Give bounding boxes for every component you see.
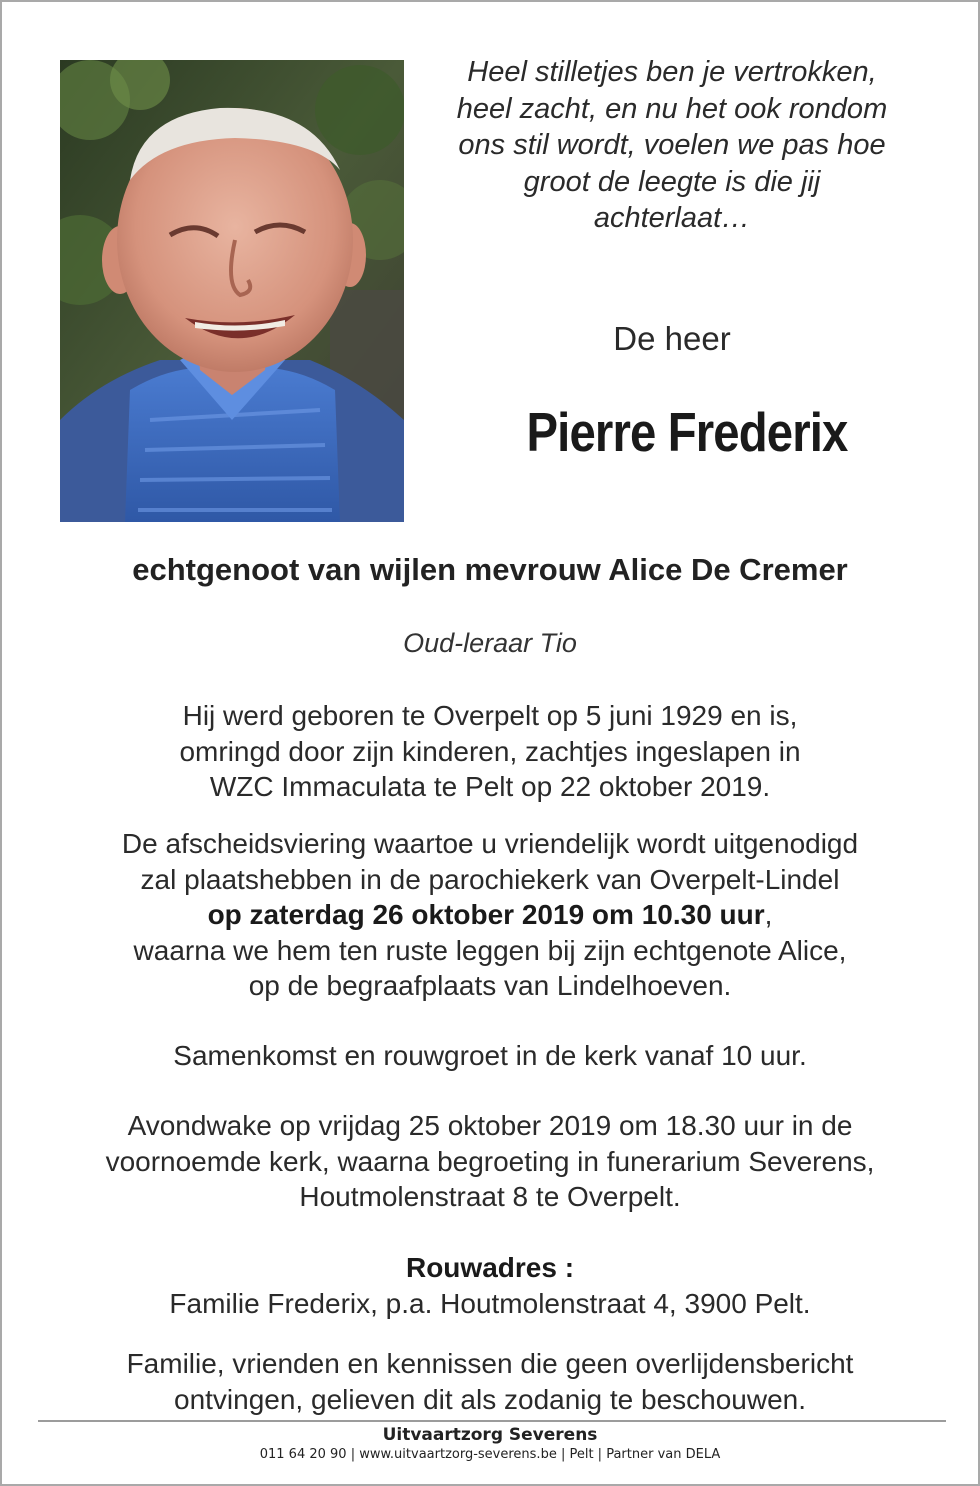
deceased-name: Pierre Frederix <box>526 401 848 463</box>
paragraph-line: De afscheidsviering waartoe u vriendelijk wordt uitgenodigd <box>121 828 859 859</box>
ceremony-paragraph <box>2 826 978 1004</box>
gathering-paragraph <box>2 1038 978 1074</box>
paragraph-line: Avondwake op vrijdag 25 oktober 2019 om 18.30 uur in de <box>127 1110 853 1141</box>
poem-line: achterlaat… <box>593 202 751 234</box>
paragraph-line: WZC Immaculata te Pelt op 22 oktober 2019. <box>209 771 771 802</box>
poem-line: groot de leegte is die jij <box>523 165 821 198</box>
ceremony-date: op zaterdag 26 oktober 2019 om 10.30 uur <box>207 899 765 930</box>
profession: Oud-leraar Tio <box>403 628 577 658</box>
address-block <box>2 1250 978 1321</box>
portrait-photo <box>60 60 404 522</box>
paragraph-line: omringd door zijn kinderen, zachtjes ingeslapen in <box>179 735 801 767</box>
address-heading: Rouwadres : <box>405 1252 575 1283</box>
paragraph-line: Samenkomst en rouwgroet in de kerk vanaf 10 uur. <box>173 1040 807 1071</box>
paragraph-line: op de begraafplaats van Lindelhoeven. <box>248 970 732 1001</box>
poem-line: ons stil wordt, voelen we pas hoe <box>458 129 886 161</box>
funeral-home-name: Uitvaartzorg Severens <box>382 1425 598 1445</box>
wake-paragraph <box>2 1108 978 1215</box>
notice-paragraph <box>2 1346 978 1417</box>
paragraph-line: ontvingen, gelieven dit als zodanig te beschouwen. <box>174 1383 806 1415</box>
paragraph-line: voornoemde kerk, waarna begroeting in funerarium Severens, <box>105 1145 875 1177</box>
poem-line: heel zacht, en nu het ook rondom <box>456 92 888 125</box>
ceremony-date-suffix: , <box>764 899 773 930</box>
paragraph-line: Hij werd geboren te Overpelt op 5 juni 1929 en is, <box>182 700 798 731</box>
honorific-title: De heer <box>613 320 731 357</box>
funeral-home-info: 011 64 20 90 | www.uitvaartzorg-severens.be | Pelt | Partner van DELA <box>259 1447 721 1462</box>
paragraph-line: waarna we hem ten ruste leggen bij zijn echtgenote Alice, <box>133 934 847 966</box>
paragraph-line: Familie, vrienden en kennissen die geen overlijdensbericht <box>126 1348 854 1379</box>
paragraph-line: Houtmolenstraat 8 te Overpelt. <box>299 1181 681 1212</box>
portrait-image <box>60 60 404 522</box>
ceremony-date-line <box>2 897 978 933</box>
spouse-line: echtgenoot van wijlen mevrouw Alice De Cremer <box>132 552 848 587</box>
birth-paragraph <box>2 698 978 805</box>
poem <box>422 54 922 237</box>
poem-line: Heel stilletjes ben je vertrokken, <box>467 56 877 88</box>
paragraph-line: zal plaatshebben in de parochiekerk van Overpelt-Lindel <box>140 863 840 895</box>
footer-divider <box>38 1420 946 1422</box>
address-line: Familie Frederix, p.a. Houtmolenstraat 4, 3900 Pelt. <box>169 1287 811 1319</box>
